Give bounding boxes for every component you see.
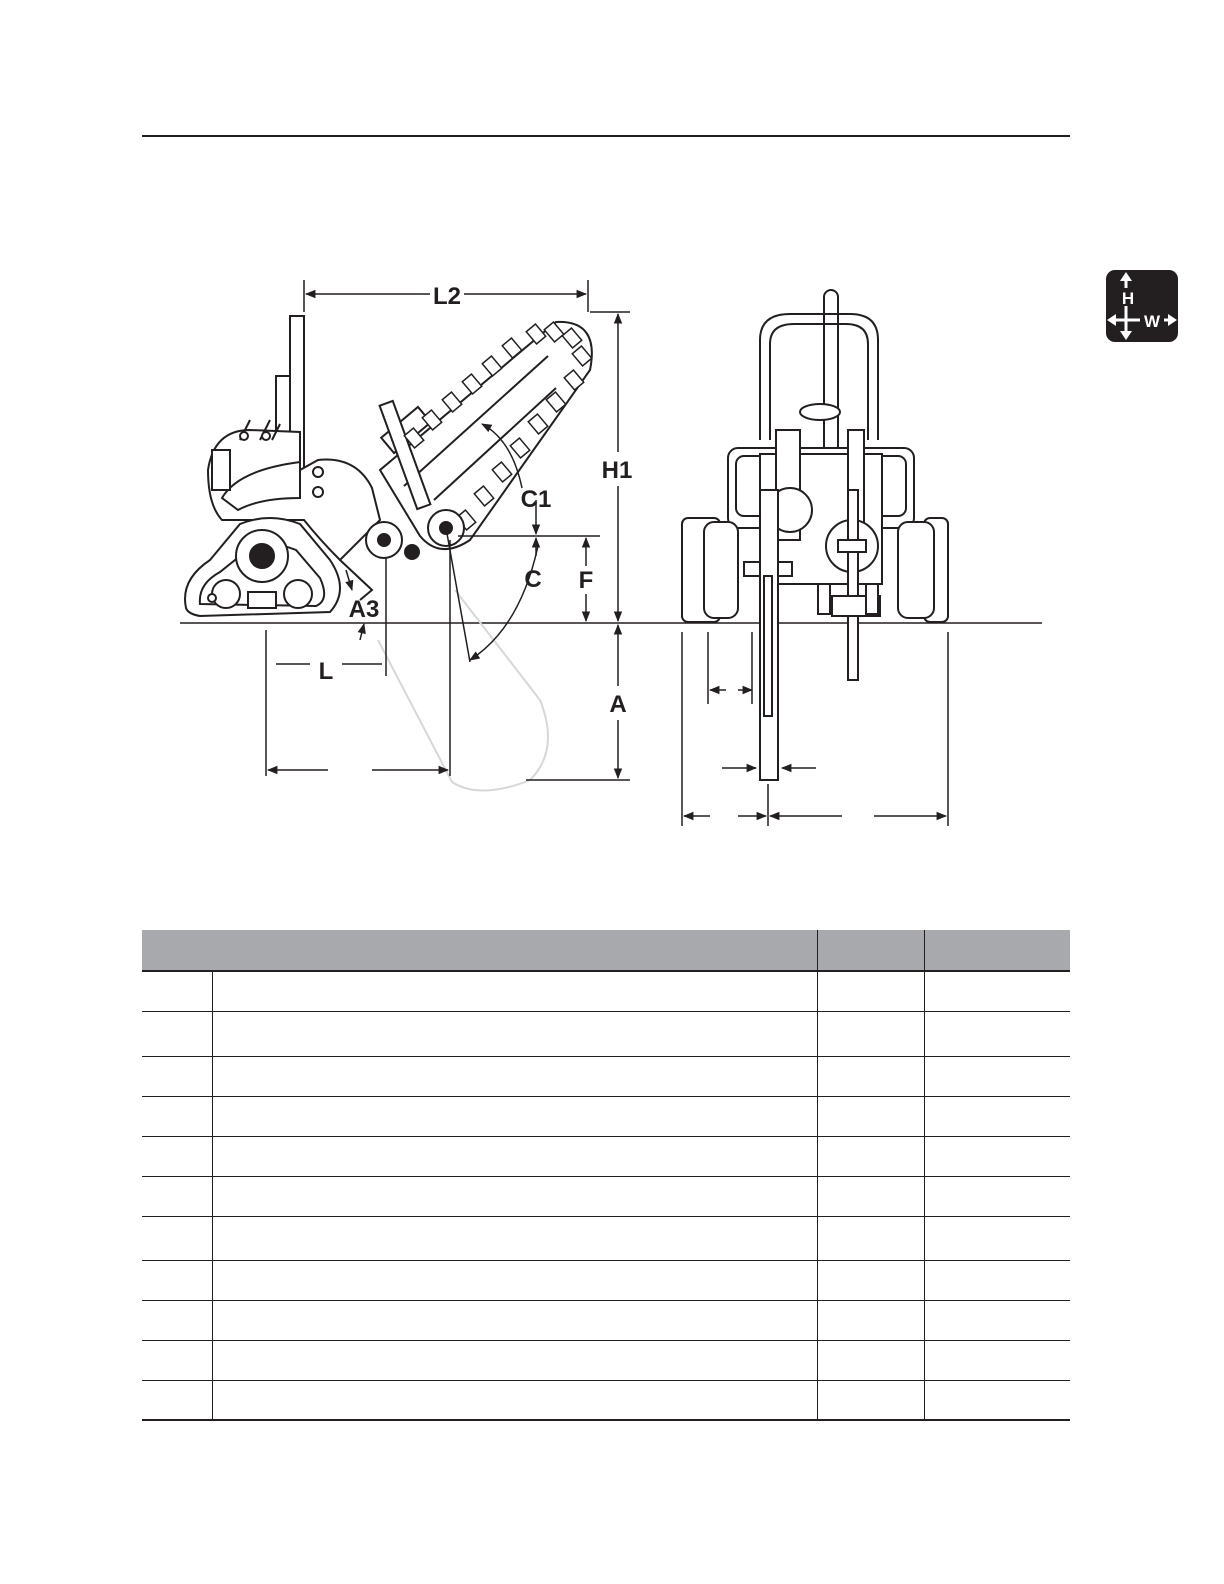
row-description bbox=[212, 1340, 817, 1380]
row-code bbox=[142, 1380, 212, 1420]
row-us-value bbox=[817, 1340, 925, 1380]
row-code bbox=[142, 1096, 212, 1136]
row-code bbox=[142, 1056, 212, 1096]
specifications-table bbox=[142, 930, 1070, 1421]
row-us-value bbox=[817, 1380, 925, 1420]
row-code bbox=[142, 1340, 212, 1380]
row-metric-value bbox=[925, 1260, 1070, 1300]
tab-width-letter: W bbox=[1143, 312, 1161, 331]
row-description bbox=[212, 1176, 817, 1216]
header-metric bbox=[925, 930, 1070, 971]
row-metric-value bbox=[925, 1011, 1070, 1056]
row-us-value bbox=[817, 1056, 925, 1096]
row-metric-value bbox=[925, 1380, 1070, 1420]
front-view-dimensions bbox=[682, 632, 948, 826]
front-view-machine bbox=[682, 290, 948, 780]
label-a3: A3 bbox=[348, 596, 380, 623]
label-l2: L2 bbox=[432, 283, 462, 310]
label-a: A bbox=[609, 691, 627, 718]
row-metric-value bbox=[925, 1136, 1070, 1176]
label-c1: C1 bbox=[520, 486, 552, 513]
row-us-value bbox=[817, 1096, 925, 1136]
label-l: L bbox=[318, 658, 334, 685]
label-h1: H1 bbox=[601, 457, 633, 484]
row-metric-value bbox=[925, 1056, 1070, 1096]
table-row bbox=[142, 1340, 1070, 1380]
table-body bbox=[142, 971, 1070, 1420]
table-row bbox=[142, 1136, 1070, 1176]
row-metric-value bbox=[925, 1340, 1070, 1380]
row-us-value bbox=[817, 1216, 925, 1260]
row-us-value bbox=[817, 1300, 925, 1340]
row-us-value bbox=[817, 1011, 925, 1056]
tab-height-letter: H bbox=[1121, 289, 1135, 308]
side-view-machine bbox=[185, 316, 592, 791]
row-us-value bbox=[817, 971, 925, 1011]
row-description bbox=[212, 1216, 817, 1260]
table-row bbox=[142, 1096, 1070, 1136]
label-f: F bbox=[578, 567, 594, 594]
row-metric-value bbox=[925, 1096, 1070, 1136]
row-description bbox=[212, 1056, 817, 1096]
table-row bbox=[142, 1216, 1070, 1260]
header-description bbox=[142, 930, 817, 971]
table-row bbox=[142, 971, 1070, 1011]
table-row bbox=[142, 1300, 1070, 1340]
row-description bbox=[212, 1096, 817, 1136]
row-code bbox=[142, 1260, 212, 1300]
row-description bbox=[212, 1300, 817, 1340]
row-metric-value bbox=[925, 1300, 1070, 1340]
row-code bbox=[142, 1176, 212, 1216]
row-description bbox=[212, 1011, 817, 1056]
row-description bbox=[212, 1380, 817, 1420]
table-row bbox=[142, 1056, 1070, 1096]
row-description bbox=[212, 1260, 817, 1300]
row-us-value bbox=[817, 1136, 925, 1176]
table-row bbox=[142, 1011, 1070, 1056]
table-row bbox=[142, 1260, 1070, 1300]
table-row bbox=[142, 1380, 1070, 1420]
header-us bbox=[817, 930, 925, 971]
row-us-value bbox=[817, 1176, 925, 1216]
row-code bbox=[142, 1216, 212, 1260]
row-metric-value bbox=[925, 971, 1070, 1011]
row-us-value bbox=[817, 1260, 925, 1300]
row-code bbox=[142, 1011, 212, 1056]
row-code bbox=[142, 1300, 212, 1340]
label-c: C bbox=[524, 566, 542, 593]
row-code bbox=[142, 971, 212, 1011]
row-code bbox=[142, 1136, 212, 1176]
table-header-row bbox=[142, 930, 1070, 971]
row-description bbox=[212, 1136, 817, 1176]
row-metric-value bbox=[925, 1216, 1070, 1260]
row-metric-value bbox=[925, 1176, 1070, 1216]
table-row bbox=[142, 1176, 1070, 1216]
row-description bbox=[212, 971, 817, 1011]
